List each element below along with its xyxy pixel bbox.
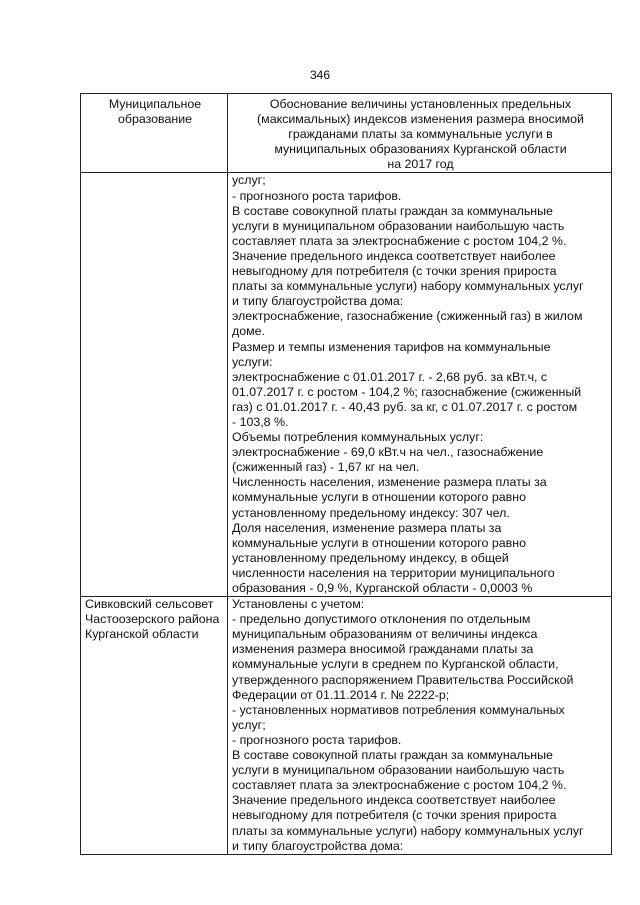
justification-text-line: Значение предельного индекса соответствует наиболее [232, 793, 556, 808]
page-number: 346 [309, 68, 331, 82]
municipality-name-line: Частоозерского района [85, 612, 220, 627]
justification-text-line: Значение предельного индекса соответствует наиболее [232, 248, 556, 263]
header-justification-line: гражданами платы за коммунальные услуги в [288, 127, 553, 142]
justification-text-line: и типу благоустройства дома: [232, 838, 404, 853]
justification-text-line: электроснабжение, газоснабжение (сжиженный газ) в жилом [232, 309, 583, 324]
header-justification-line: Обоснование величины установленных предельных [269, 97, 572, 111]
justification-text-line: коммунальные услуги в отношении которого равно [232, 490, 526, 505]
justification-text-line: 01.07.2017 г. с ростом - 104,2 %; газоснабжение (сжиженный [232, 384, 582, 399]
justification-cell [228, 173, 612, 597]
justification-text-line: численности населения на территории муниципального [232, 565, 555, 580]
justification-text-line: составляет плата за электроснабжение с ростом 104,2 %. [232, 233, 567, 248]
municipality-cell [81, 597, 228, 855]
justification-text-line: Размер и темпы изменения тарифов на коммунальные [232, 339, 551, 354]
justification-text-line: платы за коммунальные услуги) набору коммунальных услуг [232, 823, 584, 838]
justification-text-line: электроснабжение - 69,0 кВт.ч на чел., газоснабжение [232, 445, 544, 460]
justification-text-line: муниципальным образованиям от величины индекса [232, 627, 538, 642]
header-justification-line: на 2017 год [387, 157, 454, 172]
justification-text-line: Объемы потребления коммунальных услуг: [232, 430, 484, 445]
justification-text-line: невыгодному для потребителя (с точки зрения прироста [232, 264, 557, 279]
municipality-name-line: Сивковский сельсовет [85, 597, 214, 612]
justification-text-line: услуги в муниципальном образовании наибольшую часть [232, 763, 565, 778]
justification-text-line: утвержденного распоряжением Правительства Российской [232, 672, 574, 687]
header-municipality-line: образование [117, 112, 193, 127]
justification-text-line: газ) с 01.01.2017 г. - 40,43 руб. за кг, с 01.07.2017 г. с ростом [232, 399, 578, 414]
justification-text-line: коммунальные услуги в отношении которого равно [232, 535, 526, 550]
justification-text-line: электроснабжение с 01.01.2017 г. - 2,68 руб. за кВт.ч, с [232, 369, 548, 384]
justification-text-line: В составе совокупной платы граждан за коммунальные [232, 203, 553, 218]
justification-text-line: и типу благоустройства дома: [232, 294, 404, 309]
justification-text-line: коммунальные услуги в среднем по Курганской области, [232, 657, 559, 672]
justification-text-line: - предельно допустимого отклонения по отдельным [232, 612, 531, 627]
justification-text-line: - прогнозного роста тарифов. [232, 732, 402, 747]
justification-text-line: - прогнозного роста тарифов. [232, 188, 402, 203]
justification-text-line: платы за коммунальные услуги) набору коммунальных услуг [232, 279, 584, 294]
table-row [81, 173, 612, 597]
header-municipality-cell [81, 94, 228, 173]
municipality-cell [81, 173, 228, 597]
justification-text-line: образования - 0,9 %, Курганской области - 0,0003 % [232, 581, 533, 595]
header-justification-cell [228, 94, 612, 173]
justification-text-line: Доля населения, изменение размера платы за [232, 520, 502, 535]
justification-text-line: составляет плата за электроснабжение с ростом 104,2 %. [232, 778, 567, 793]
header-municipality-line: Муниципальное [108, 97, 202, 111]
justification-text-line: услуги: [232, 354, 273, 369]
justification-text-line: Федерации от 01.11.2014 г. № 2222-р; [232, 687, 450, 702]
table-row [81, 597, 612, 855]
justification-text-line: услуг; [232, 717, 266, 732]
justification-text-line: - 103,8 %. [232, 414, 289, 429]
tariff-justification-table [80, 93, 612, 855]
justification-text-line: установленному предельному индексу, в общей [232, 550, 509, 565]
justification-text-line: невыгодному для потребителя (с точки зрения прироста [232, 808, 557, 823]
header-justification-line: (максимальных) индексов изменения размера вносимой [257, 112, 584, 127]
justification-text-line: (сжиженный газ) - 1,67 кг на чел. [232, 460, 420, 475]
justification-text-line: Установлены с учетом: [232, 597, 365, 612]
justification-text-line: установленному предельному индексу: 307 чел. [232, 505, 510, 520]
justification-cell [228, 597, 612, 855]
justification-text-line: Численность населения, изменение размера платы за [232, 475, 547, 490]
justification-text-line: услуги в муниципальном образовании наибольшую часть [232, 218, 565, 233]
justification-text-line: - установленных нормативов потребления коммунальных [232, 702, 565, 717]
justification-text-line: изменения размера вносимой гражданами платы за [232, 642, 534, 657]
justification-text-line: В составе совокупной платы граждан за коммунальные [232, 748, 553, 763]
justification-text-line: услуг; [232, 173, 266, 188]
header-justification-line: муниципальных образованиях Курганской области [274, 142, 567, 157]
justification-text-line: доме. [232, 324, 265, 339]
table-header-row [81, 94, 612, 173]
municipality-name-line: Курганской области [85, 627, 199, 642]
